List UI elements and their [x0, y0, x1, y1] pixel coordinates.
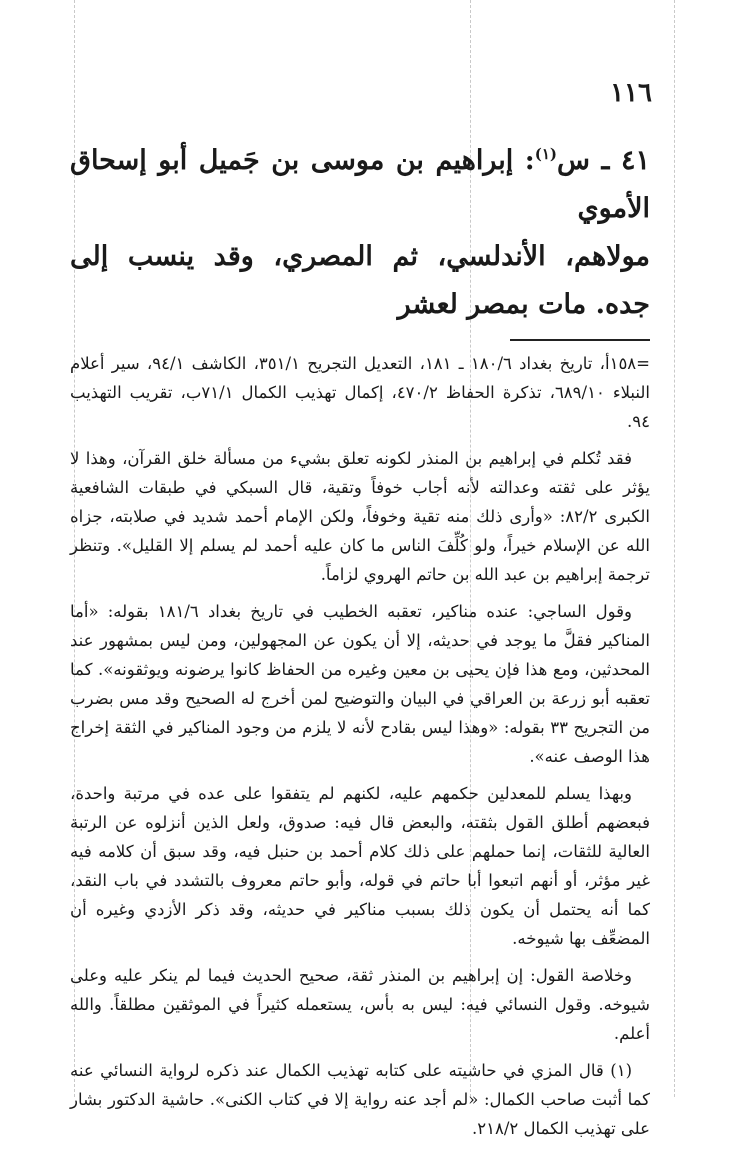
entry-heading: [70, 130, 650, 329]
entry-heading-line1: : إبراهيم بن موسى بن جَميل أبو إسحاق الأموي: [70, 145, 650, 224]
footnote-paragraph: فقد تُكلم في إبراهيم بن المنذر لكونه تعلق بشيء من مسألة خلق القرآن، وهذا لا يؤثر على ثقته وعدالته لأنه أجاب خوفاً وتقية، قال السبكي في طبقات الشافعية الكبرى ٨٢/٢: «وأرى ذلك منه تقية وخوفاً، ولكن الإمام أحمد شديد في صلابته، جزاه الله عن الإسلام خيراً، ولو كُلِّفَ الناس ما كان عليه أحمد لم يسلم إلا القليل». وتنظر ترجمة إبراهيم بن عبد الله بن حاتم الهروي لزاماً.: [70, 449, 651, 584]
footnote-reference: (١): [534, 145, 558, 163]
footnote-paragraph: =١٥٨أ، تاريخ بغداد ١٨٠/٦ ـ ١٨١، التعديل التجريح ٣٥١/١، الكاشف ٩٤/١، سير أعلام النبلاء ٦٨٩/١٠، تذكرة الحفاظ ٤٧٠/٢، إكمال تهذيب الكمال ٧١/١ب، تقريب التهذيب ٩٤.: [70, 354, 650, 431]
entry-heading-line2: مولاهم، الأندلسي، ثم المصري، وقد ينسب إلى جده. مات بمصر لعشر: [70, 241, 650, 320]
footnote-separator: [510, 339, 650, 341]
footnote-paragraph: وقول الساجي: عنده مناكير، تعقبه الخطيب في تاريخ بغداد ١٨١/٦ بقوله: «أما المناكير فقلَّ ما يوجد في حديثه، إلا أن يكون عن المجهولين، ومن ليس بمشهور عند المحدثين، ومع هذا فإن يحيى بن معين وغيره من الحفاظ كانوا يرضونه ويوثقونه». كما تعقبه أبو زرعة بن العراقي في البيان والتوضيح لمن أخرج له الصحيح وقد مس بضرب من التجريح ٣٣ بقوله: «وهذا ليس بقادح لأنه لا يلزم من وجود المناكير في الثقة إخراج هذا الوصف عنه».: [70, 602, 650, 766]
footnote-paragraph: (١) قال المزي في حاشيته على كتابه تهذيب الكمال عند ذكره لرواية النسائي عنه كما أثبت صاحب الكمال: «لم أجد عنه رواية إلا في كتاب الكنى». حاشية الدكتور بشار على تهذيب الكمال ٢١٨/٢.: [70, 1061, 650, 1138]
footnote-paragraph: وخلاصة القول: إن إبراهيم بن المنذر ثقة، صحيح الحديث فيما لم ينكر عليه وعلى شيوخه. وقول النسائي فيه: ليس به بأس، يستعمله كثيراً في الموثقين مطلقاً. والله أعلم.: [70, 966, 650, 1043]
scan-guide-line: [674, 0, 675, 1097]
page-number: ١١٦: [610, 78, 652, 108]
footnote-paragraph: وبهذا يسلم للمعدلين حكمهم عليه، لكنهم لم يتفقوا على عده في مرتبة واحدة، فبعضهم أطلق القول بثقته، والبعض قال فيه: صدوق، ولعل الذين أنزلوه عن الرتبة العالية للثقات، إنما حملهم على ذلك كلام أحمد بن حنبل فيه، وقد سبق أن كلامه فيه غير مؤثر، أو أنهم اتبعوا أبا حاتم في قوله، وأبو حاتم معروف بالتشدد في باب النقد، كما أنه يحتمل أن يكون ذلك بسبب مناكير في حديثه، وقد ذكر الأزدي وغيره أن المضعِّف بها شيوخه.: [70, 784, 650, 948]
entry-number: ٤١ ـ س: [557, 145, 650, 176]
book-page: [70, 78, 650, 1151]
